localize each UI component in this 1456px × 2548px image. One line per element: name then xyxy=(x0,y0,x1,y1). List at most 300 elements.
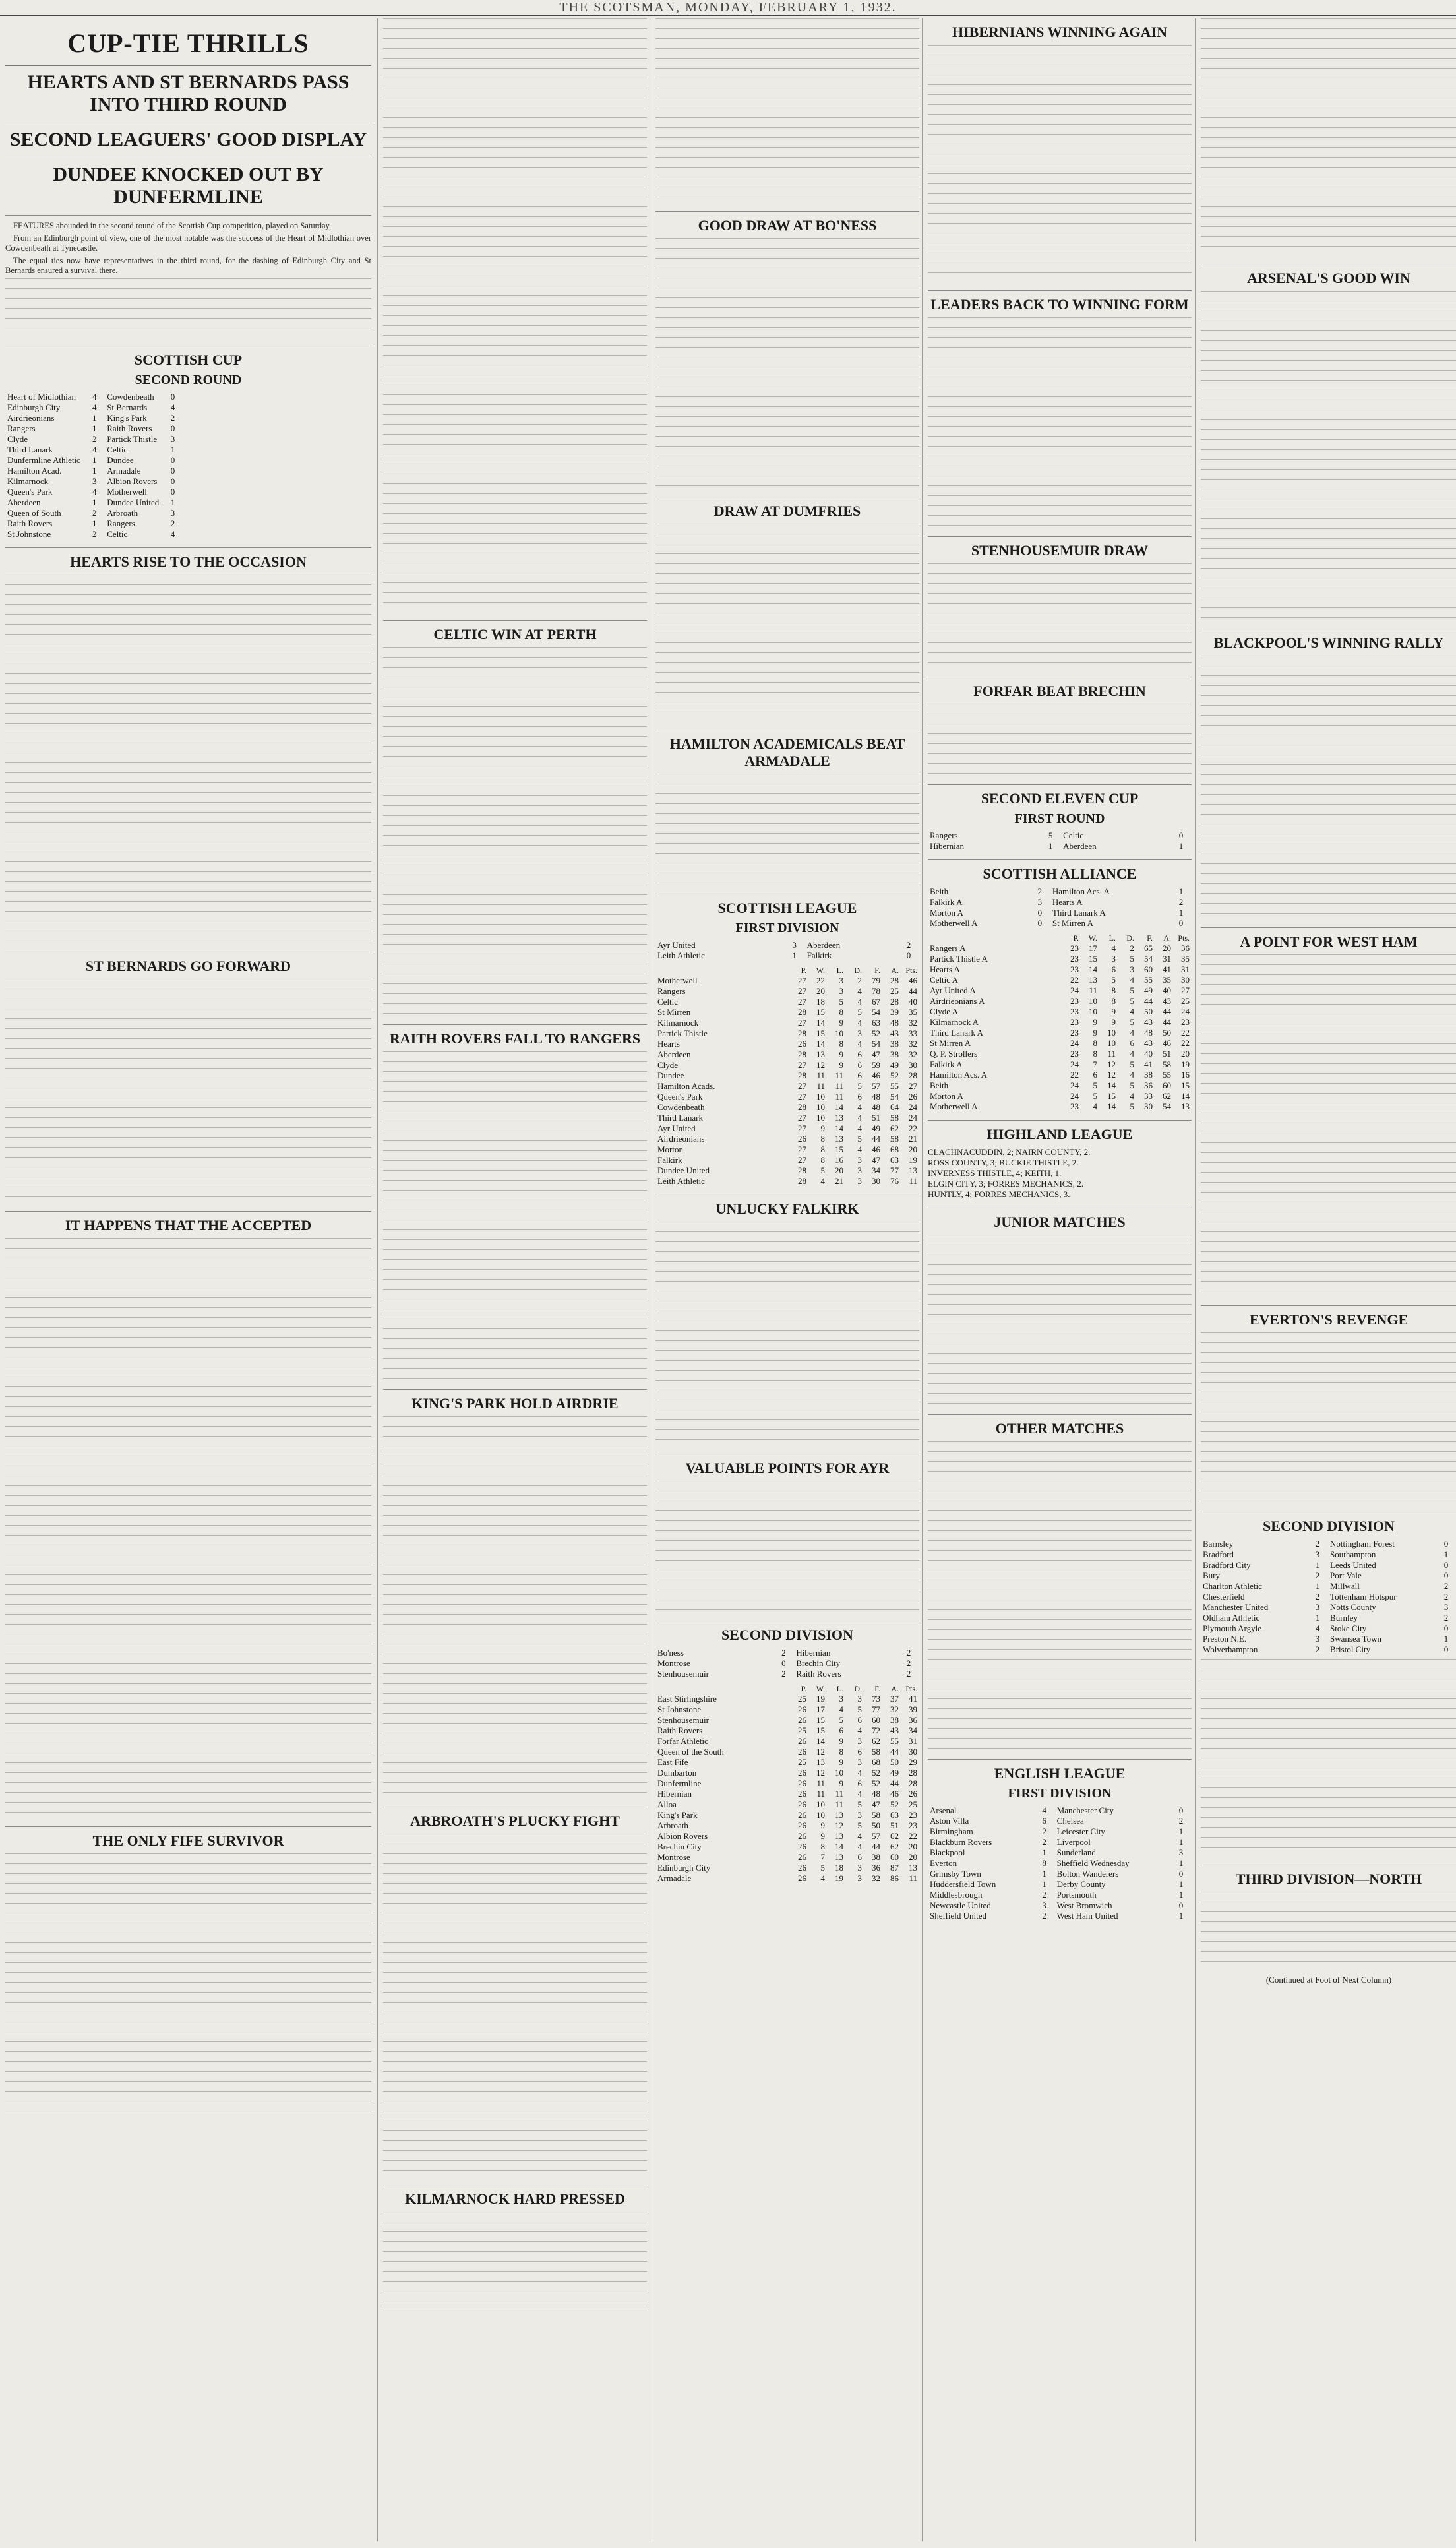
stat-cell: 4 xyxy=(857,1831,862,1841)
article-body-text xyxy=(383,1834,647,2177)
home-team: Bradford City xyxy=(1203,1560,1251,1570)
stat-cell: 12 xyxy=(835,1820,843,1830)
stat-cell: 51 xyxy=(890,1820,899,1830)
stat-cell: 46 xyxy=(1163,1038,1171,1048)
home-score: 0 xyxy=(1037,918,1043,928)
stat-cell: 26 xyxy=(909,1092,917,1102)
stat-cell: 22 xyxy=(1181,1038,1190,1048)
home-team: Third Lanark xyxy=(7,445,53,454)
stat-cell: 78 xyxy=(872,986,880,996)
away-team: Sheffield Wednesday xyxy=(1056,1858,1130,1868)
team-name: Dundee United xyxy=(657,1165,710,1175)
stat-cell: 52 xyxy=(872,1028,880,1038)
stat-cell: 25 xyxy=(909,1799,917,1809)
stat-cell: 51 xyxy=(1163,1049,1171,1059)
table-row xyxy=(655,1725,919,1736)
home-score: 1 xyxy=(1315,1560,1320,1570)
away-score: 0 xyxy=(170,466,175,476)
home-team: Blackburn Rovers xyxy=(930,1837,992,1847)
deck-hearts: HEARTS AND ST BERNARDS PASS INTO THIRD ROUND xyxy=(5,65,371,116)
stat-cell: 15 xyxy=(816,1715,825,1725)
stat-cell: 36 xyxy=(1144,1080,1153,1090)
home-team: St Johnstone xyxy=(7,529,51,539)
stat-cell: 86 xyxy=(890,1873,899,1883)
stat-cell: 3 xyxy=(857,1810,862,1820)
stat-cell: 5 xyxy=(857,1081,862,1091)
stat-cell: 77 xyxy=(890,1165,899,1175)
stat-cell: 50 xyxy=(1144,1007,1153,1016)
away-team: Nottingham Forest xyxy=(1330,1539,1395,1549)
stat-cell: 3 xyxy=(839,1694,843,1704)
article-body-text xyxy=(383,2212,647,2317)
article-body-text xyxy=(1201,1332,1456,1504)
result-row xyxy=(928,1816,1192,1826)
stat-cell: 76 xyxy=(890,1176,899,1186)
stat-cell: 29 xyxy=(909,1757,917,1767)
stat-cell: 43 xyxy=(1163,996,1171,1006)
home-team: Aberdeen xyxy=(7,497,41,507)
table-row xyxy=(655,1704,919,1715)
home-team: Motherwell A xyxy=(930,918,978,928)
stat-cell: 5 xyxy=(839,1715,843,1725)
third-north-heading: THIRD DIVISION—NORTH xyxy=(1201,1865,1456,1888)
header-cell: L. xyxy=(1108,933,1116,943)
table-row xyxy=(655,1081,919,1092)
stat-cell: 13 xyxy=(835,1134,843,1144)
result-row xyxy=(5,413,183,423)
eng-results xyxy=(928,1805,1192,1921)
result-row xyxy=(5,392,183,402)
accepted-heading: IT HAPPENS THAT THE ACCEPTED xyxy=(5,1211,371,1234)
stat-cell: 13 xyxy=(909,1165,917,1175)
stat-cell: 3 xyxy=(857,1165,862,1175)
stat-cell: 15 xyxy=(1181,1080,1190,1090)
stat-cell: 3 xyxy=(1130,964,1134,974)
away-team: Brechin City xyxy=(796,1658,841,1668)
stat-cell: 6 xyxy=(857,1092,862,1102)
stat-cell: 23 xyxy=(909,1820,917,1830)
stat-cell: 26 xyxy=(798,1768,806,1778)
stat-cell: 13 xyxy=(816,1049,825,1059)
stat-cell: 49 xyxy=(890,1768,899,1778)
away-score: 2 xyxy=(906,1648,911,1658)
home-score: 6 xyxy=(1042,1816,1046,1826)
team-name: East Stirlingshire xyxy=(657,1694,717,1704)
team-name: Celtic xyxy=(657,997,679,1007)
home-team: Sheffield United xyxy=(930,1911,987,1921)
highland-result: HUNTLY, 4; FORRES MECHANICS, 3. xyxy=(928,1189,1070,1199)
away-score: 1 xyxy=(1443,1549,1449,1559)
stat-cell: 14 xyxy=(816,1039,825,1049)
home-score: 1 xyxy=(1315,1613,1320,1623)
home-score: 2 xyxy=(1315,1644,1320,1654)
stat-cell: 5 xyxy=(820,1165,825,1175)
scottish-league-heading: SCOTTISH LEAGUE xyxy=(655,894,919,917)
home-team: Queen's Park xyxy=(7,487,53,497)
table-row xyxy=(655,1736,919,1747)
away-score: 4 xyxy=(170,529,175,539)
stat-cell: 33 xyxy=(1144,1091,1153,1101)
stat-cell: 26 xyxy=(798,1736,806,1746)
stat-cell: 14 xyxy=(1181,1091,1190,1101)
stat-cell: 26 xyxy=(798,1747,806,1756)
stat-cell: 4 xyxy=(1130,1070,1134,1080)
stat-cell: 44 xyxy=(909,986,917,996)
result-row xyxy=(5,476,183,487)
stat-cell: 44 xyxy=(1144,996,1153,1006)
home-score: 4 xyxy=(92,402,97,412)
away-score: 1 xyxy=(1178,841,1184,851)
away-score: 3 xyxy=(1178,1848,1184,1857)
result-row xyxy=(1201,1644,1456,1655)
stat-cell: 2 xyxy=(1130,943,1134,953)
result-row xyxy=(5,455,183,466)
away-score: 1 xyxy=(1178,1826,1184,1836)
stat-cell: 14 xyxy=(1107,1102,1116,1111)
stat-cell: 5 xyxy=(857,1007,862,1017)
stat-cell: 57 xyxy=(872,1081,880,1091)
stat-cell: 6 xyxy=(857,1747,862,1756)
home-team: Leith Athletic xyxy=(657,950,705,960)
stat-cell: 36 xyxy=(909,1715,917,1725)
english-league-heading: ENGLISH LEAGUE xyxy=(928,1759,1192,1782)
stat-cell: 26 xyxy=(798,1831,806,1841)
stat-cell: 64 xyxy=(890,1102,899,1112)
highland-result: ROSS COUNTY, 3; BUCKIE THISTLE, 2. xyxy=(928,1158,1079,1167)
home-score: 2 xyxy=(1042,1826,1046,1836)
stat-cell: 58 xyxy=(890,1134,899,1144)
stat-cell: 11 xyxy=(835,1081,843,1091)
team-name: Morton A xyxy=(930,1091,963,1101)
team-name: Motherwell xyxy=(657,976,698,985)
stat-cell: 44 xyxy=(1163,1017,1171,1027)
stat-cell: 4 xyxy=(1130,975,1134,985)
team-name: Edinburgh City xyxy=(657,1863,711,1873)
stat-cell: 52 xyxy=(872,1768,880,1778)
header-cell: P. xyxy=(1073,933,1079,943)
stat-cell: 9 xyxy=(839,1060,843,1070)
stat-cell: 62 xyxy=(890,1842,899,1851)
stat-cell: 23 xyxy=(1181,1017,1190,1027)
result-row xyxy=(1201,1581,1456,1592)
away-score: 0 xyxy=(1178,918,1184,928)
article-body-text xyxy=(5,278,371,338)
stat-cell: 25 xyxy=(798,1725,806,1735)
stat-cell: 40 xyxy=(909,997,917,1007)
home-team: Falkirk A xyxy=(930,897,963,907)
stat-cell: 32 xyxy=(872,1873,880,1883)
result-row xyxy=(928,1826,1192,1837)
article-body-text xyxy=(655,774,919,886)
stat-cell: 10 xyxy=(1107,1028,1116,1038)
stat-cell: 68 xyxy=(872,1757,880,1767)
home-score: 1 xyxy=(1315,1581,1320,1591)
table-row xyxy=(655,976,919,986)
home-team: Preston N.E. xyxy=(1203,1634,1247,1644)
away-team: Arbroath xyxy=(107,508,138,518)
stat-cell: 10 xyxy=(816,1102,825,1112)
table-row xyxy=(655,1799,919,1810)
kings-park-heading: KING'S PARK HOLD AIRDRIE xyxy=(383,1389,647,1412)
team-name: Cowdenbeath xyxy=(657,1102,705,1112)
away-team: Millwall xyxy=(1330,1581,1360,1591)
stat-cell: 30 xyxy=(909,1747,917,1756)
stat-cell: 20 xyxy=(816,986,825,996)
result-row xyxy=(5,434,183,445)
away-score: 0 xyxy=(1443,1539,1449,1549)
stat-cell: 27 xyxy=(798,1092,806,1102)
away-team: Liverpool xyxy=(1056,1837,1091,1847)
stat-cell: 4 xyxy=(820,1873,825,1883)
headline: CUP-TIE THRILLS xyxy=(67,28,309,58)
article-body-text xyxy=(655,524,919,722)
table-row xyxy=(655,1863,919,1873)
away-team: Rangers xyxy=(107,518,135,528)
arsenal-heading: ARSENAL'S GOOD WIN xyxy=(1201,264,1456,287)
team-name: Hamilton Acs. A xyxy=(930,1070,988,1080)
stat-cell: 44 xyxy=(1163,1007,1171,1016)
stat-cell: 24 xyxy=(909,1102,917,1112)
stat-cell: 27 xyxy=(798,986,806,996)
team-name: Stenhousemuir xyxy=(657,1715,709,1725)
highland-heading: HIGHLAND LEAGUE xyxy=(928,1120,1192,1143)
header-team xyxy=(655,1683,790,1694)
eng-first-division-heading: FIRST DIVISION xyxy=(1008,1786,1112,1801)
table-row xyxy=(655,1820,919,1831)
stat-cell: 27 xyxy=(798,1018,806,1028)
leaders-heading: LEADERS BACK TO WINNING FORM xyxy=(928,290,1192,313)
away-team: Notts County xyxy=(1330,1602,1376,1612)
stat-cell: 60 xyxy=(872,1715,880,1725)
home-score: 1 xyxy=(1042,1879,1046,1889)
home-team: Morton A xyxy=(930,908,963,917)
stat-cell: 26 xyxy=(798,1704,806,1714)
stat-cell: 9 xyxy=(820,1831,825,1841)
stat-cell: 63 xyxy=(872,1018,880,1028)
stat-cell: 47 xyxy=(872,1049,880,1059)
away-team: Motherwell xyxy=(107,487,147,497)
stat-cell: 12 xyxy=(1107,1059,1116,1069)
stat-cell: 21 xyxy=(835,1176,843,1186)
home-team: Edinburgh City xyxy=(7,402,61,412)
team-name: Partick Thistle A xyxy=(930,954,988,964)
away-score: 1 xyxy=(1178,1837,1184,1847)
stat-cell: 6 xyxy=(857,1071,862,1080)
home-team: Blackpool xyxy=(930,1848,965,1857)
stat-cell: 54 xyxy=(890,1092,899,1102)
stat-cell: 26 xyxy=(798,1863,806,1873)
away-team: Chelsea xyxy=(1056,1816,1084,1826)
league-table-text xyxy=(1201,18,1456,256)
stat-cell: 23 xyxy=(1070,1017,1079,1027)
team-name: Third Lanark A xyxy=(930,1028,983,1038)
stat-cell: 26 xyxy=(798,1134,806,1144)
result-row xyxy=(1201,1613,1456,1623)
stat-cell: 43 xyxy=(1144,1038,1153,1048)
stat-cell: 10 xyxy=(835,1768,843,1778)
stat-cell: 59 xyxy=(872,1060,880,1070)
stat-cell: 26 xyxy=(798,1810,806,1820)
stat-cell: 11 xyxy=(816,1789,825,1799)
result-row xyxy=(928,886,1192,897)
home-team: Wolverhampton xyxy=(1203,1644,1258,1654)
stat-cell: 26 xyxy=(798,1789,806,1799)
stat-cell: 14 xyxy=(816,1018,825,1028)
header-cell: Pts. xyxy=(905,1684,917,1693)
result-row xyxy=(928,1900,1192,1911)
away-score: 2 xyxy=(906,1658,911,1668)
stat-cell: 63 xyxy=(890,1810,899,1820)
article-body-text xyxy=(383,1051,647,1381)
stat-cell: 19 xyxy=(909,1155,917,1165)
stat-cell: 34 xyxy=(909,1725,917,1735)
home-score: 2 xyxy=(1315,1539,1320,1549)
table-row xyxy=(928,1070,1192,1080)
stat-cell: 7 xyxy=(820,1852,825,1862)
stat-cell: 4 xyxy=(1111,943,1116,953)
league-table-text xyxy=(1201,1892,1456,1971)
article-body-text xyxy=(928,704,1192,776)
stat-cell: 13 xyxy=(816,1757,825,1767)
table-row xyxy=(655,1018,919,1028)
stat-cell: 48 xyxy=(872,1092,880,1102)
home-score: 1 xyxy=(1042,1848,1046,1857)
masthead: THE SCOTSMAN, MONDAY, FEBRUARY 1, 1932. xyxy=(0,0,1456,16)
away-team: St Mirren A xyxy=(1052,918,1093,928)
result-row xyxy=(5,445,183,455)
stat-cell: 34 xyxy=(872,1165,880,1175)
stat-cell: 26 xyxy=(798,1820,806,1830)
away-team: Swansea Town xyxy=(1330,1634,1381,1644)
table-row xyxy=(655,1694,919,1704)
team-name: St Johnstone xyxy=(657,1704,702,1714)
stat-cell: 6 xyxy=(857,1060,862,1070)
stat-cell: 48 xyxy=(872,1789,880,1799)
stat-cell: 6 xyxy=(857,1049,862,1059)
stat-cell: 4 xyxy=(857,1102,862,1112)
column-2 xyxy=(377,18,647,2541)
away-score: 0 xyxy=(170,392,175,402)
away-score: 1 xyxy=(1443,1634,1449,1644)
deck-dundee: DUNDEE KNOCKED OUT BY DUNFERMLINE xyxy=(5,158,371,208)
stat-cell: 14 xyxy=(835,1102,843,1112)
highland-result: INVERNESS THISTLE, 4; KEITH, 1. xyxy=(928,1168,1062,1178)
home-score: 2 xyxy=(92,529,97,539)
article-body-text xyxy=(928,45,1192,282)
home-score: 2 xyxy=(1042,1911,1046,1921)
stat-cell: 44 xyxy=(872,1134,880,1144)
stat-cell: 22 xyxy=(1070,1070,1079,1080)
home-score: 8 xyxy=(1042,1858,1046,1868)
away-score: 0 xyxy=(1443,1644,1449,1654)
away-score: 2 xyxy=(170,413,175,423)
home-score: 3 xyxy=(92,476,97,486)
result-row xyxy=(1201,1623,1456,1634)
stat-cell: 65 xyxy=(1144,943,1153,953)
stat-cell: 9 xyxy=(839,1778,843,1788)
home-score: 1 xyxy=(1048,841,1053,851)
stat-cell: 60 xyxy=(1144,964,1153,974)
result-row xyxy=(928,897,1192,908)
stat-cell: 40 xyxy=(1144,1049,1153,1059)
stat-cell: 14 xyxy=(835,1123,843,1133)
stat-cell: 26 xyxy=(909,1789,917,1799)
stat-cell: 27 xyxy=(798,1155,806,1165)
column-5 xyxy=(1195,18,1456,2541)
header-cell: W. xyxy=(816,966,825,975)
stat-cell: 24 xyxy=(1070,1091,1079,1101)
stat-cell: 8 xyxy=(820,1144,825,1154)
stat-cell: 41 xyxy=(1144,1059,1153,1069)
stat-cell: 20 xyxy=(835,1165,843,1175)
team-name: Leith Athletic xyxy=(657,1176,705,1186)
stat-cell: 22 xyxy=(1181,1028,1190,1038)
home-score: 2 xyxy=(781,1669,786,1679)
stat-cell: 12 xyxy=(816,1747,825,1756)
stat-cell: 19 xyxy=(1181,1059,1190,1069)
team-name: Queen of the South xyxy=(657,1747,724,1756)
team-name: Dumbarton xyxy=(657,1768,697,1778)
table-row xyxy=(655,1113,919,1123)
away-team: Aberdeen xyxy=(806,940,841,950)
home-score: 3 xyxy=(1315,1634,1320,1644)
article-body-text xyxy=(383,647,647,1016)
stat-cell: 19 xyxy=(835,1873,843,1883)
stat-cell: 4 xyxy=(857,1018,862,1028)
team-name: Albion Rovers xyxy=(657,1831,708,1841)
table-row xyxy=(655,1060,919,1071)
header-cell: W. xyxy=(1088,933,1097,943)
table-row xyxy=(655,1831,919,1842)
team-name: Clyde A xyxy=(930,1007,958,1016)
stat-cell: 5 xyxy=(1130,1080,1134,1090)
home-team: Middlesbrough xyxy=(930,1890,983,1900)
continued-note: (Continued at Foot of Next Column) xyxy=(1265,1975,1392,1985)
result-row xyxy=(5,497,183,508)
result-row xyxy=(928,1805,1192,1816)
stat-cell: 58 xyxy=(872,1810,880,1820)
stat-cell: 47 xyxy=(872,1155,880,1165)
table-row xyxy=(928,985,1192,996)
stat-cell: 25 xyxy=(890,986,899,996)
stat-cell: 60 xyxy=(890,1852,899,1862)
stat-cell: 35 xyxy=(1181,954,1190,964)
home-team: Heart of Midlothian xyxy=(7,392,76,402)
home-team: Dunfermline Athletic xyxy=(7,455,80,465)
away-team: Aberdeen xyxy=(1063,841,1097,851)
away-score: 1 xyxy=(1178,1858,1184,1868)
stat-cell: 3 xyxy=(857,1176,862,1186)
table-row xyxy=(655,1102,919,1113)
stat-cell: 13 xyxy=(909,1863,917,1873)
stat-cell: 5 xyxy=(1130,1059,1134,1069)
team-name: Kilmarnock xyxy=(657,1018,699,1028)
result-row xyxy=(5,518,183,529)
stat-cell: 28 xyxy=(909,1071,917,1080)
home-score: 2 xyxy=(1315,1592,1320,1601)
stat-cell: 35 xyxy=(1163,975,1171,985)
stat-cell: 11 xyxy=(816,1778,825,1788)
stat-cell: 28 xyxy=(798,1165,806,1175)
stat-cell: 41 xyxy=(909,1694,917,1704)
away-score: 0 xyxy=(1178,1900,1184,1910)
stat-cell: 28 xyxy=(798,1028,806,1038)
stat-cell: 4 xyxy=(857,1725,862,1735)
result-row xyxy=(655,1658,919,1669)
stat-cell: 20 xyxy=(909,1852,917,1862)
stat-cell: 58 xyxy=(872,1747,880,1756)
stat-cell: 8 xyxy=(1093,1049,1097,1059)
